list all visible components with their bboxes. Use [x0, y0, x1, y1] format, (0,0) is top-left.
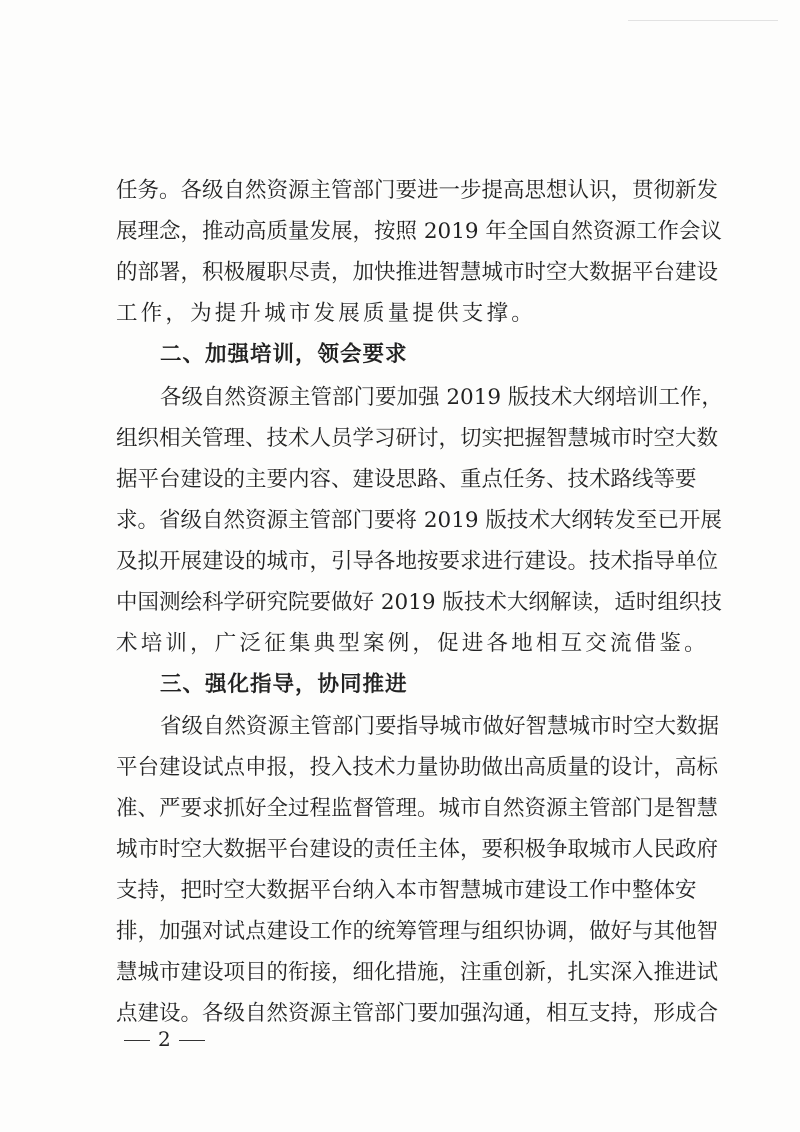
body-line: 的部署，积极履职尽责，加快推进智慧城市时空大数据平台建设	[116, 260, 719, 285]
body-line: 任务。各级自然资源主管部门要进一步提高思想认识，贯彻新发	[116, 178, 719, 203]
body-line: 工作，为提升城市发展质量提供支撑。	[116, 301, 536, 326]
section-heading-2: 二、加强培训，领会要求	[160, 342, 408, 367]
body-line: 城市时空大数据平台建设的责任主体，要积极争取城市人民政府	[116, 837, 719, 862]
section-heading-3: 三、强化指导，协同推进	[160, 672, 408, 697]
scan-mark	[628, 20, 778, 21]
body-line: 展理念，推动高质量发展，按照 2019 年全国自然资源工作会议	[116, 219, 722, 244]
page-number-dash-left	[124, 1040, 150, 1041]
body-line: 支持，把时空大数据平台纳入本市智慧城市建设工作中整体安	[116, 878, 697, 903]
body-line: 排，加强对试点建设工作的统筹管理与组织协调，做好与其他智	[116, 919, 719, 944]
body-line: 点建设。各级自然资源主管部门要加强沟通，相互支持，形成合	[116, 1001, 719, 1026]
body-line: 省级自然资源主管部门要指导城市做好智慧城市时空大数据	[160, 714, 720, 739]
page-number-value: 2	[158, 1027, 171, 1051]
body-line: 组织相关管理、技术人员学习研讨，切实把握智慧城市时空大数	[116, 426, 719, 451]
page-number	[116, 1024, 213, 1054]
body-line: 及拟开展建设的城市，引导各地按要求进行建设。技术指导单位	[116, 549, 719, 574]
body-line: 术培训，广泛征集典型案例，促进各地相互交流借鉴。	[116, 631, 709, 656]
body-line: 中国测绘科学研究院要做好 2019 版技术大纲解读，适时组织技	[116, 590, 722, 615]
body-line: 各级自然资源主管部门要加强 2019 版技术大纲培训工作，	[160, 385, 723, 410]
body-line: 慧城市建设项目的衔接，细化措施，注重创新，扎实深入推进试	[116, 960, 719, 985]
body-line: 据平台建设的主要内容、建设思路、重点任务、技术路线等要	[116, 467, 697, 492]
body-line: 求。省级自然资源主管部门要将 2019 版技术大纲转发至已开展	[116, 508, 722, 533]
body-line: 准、严要求抓好全过程监督管理。城市自然资源主管部门是智慧	[116, 796, 719, 821]
body-line: 平台建设试点申报，投入技术力量协助做出高质量的设计，高标	[116, 755, 719, 780]
page-number-dash-right	[179, 1040, 205, 1041]
